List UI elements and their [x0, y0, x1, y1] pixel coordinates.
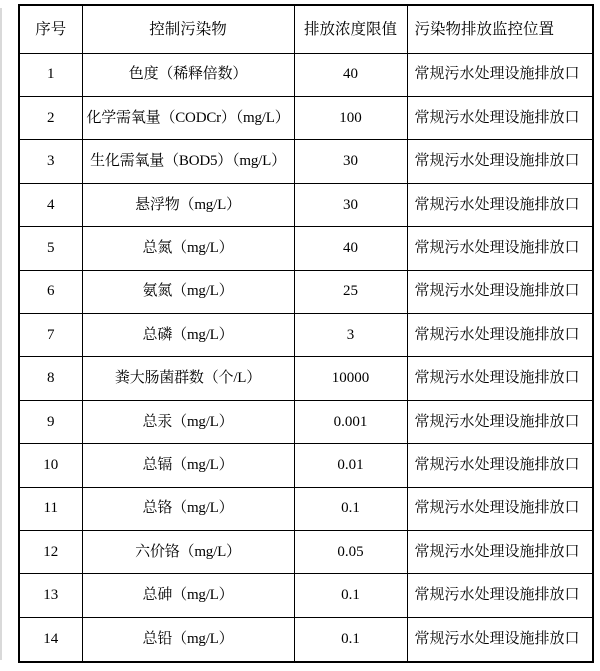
table-row: [19, 96, 593, 139]
cell-monitoring-location: 常规污水处理设施排放口: [407, 227, 593, 270]
cell-pollutant-name: 悬浮物（mg/L）: [82, 183, 294, 226]
cell-pollutant-name: 总铬（mg/L）: [82, 487, 294, 530]
column-header-serial: 序号: [19, 5, 82, 53]
cell-serial-number: 4: [19, 183, 82, 226]
table-row: [19, 400, 593, 443]
cell-serial-number: 5: [19, 227, 82, 270]
cell-pollutant-name: 氨氮（mg/L）: [82, 270, 294, 313]
cell-pollutant-name: 生化需氧量（BOD5）（mg/L）: [82, 140, 294, 183]
cell-monitoring-location: 常规污水处理设施排放口: [407, 444, 593, 487]
cell-serial-number: 9: [19, 400, 82, 443]
cell-monitoring-location: 常规污水处理设施排放口: [407, 400, 593, 443]
cell-limit-value: 30: [294, 183, 407, 226]
table-row: [19, 270, 593, 313]
table-row: [19, 53, 593, 96]
column-header-limit: 排放浓度限值: [294, 5, 407, 53]
cell-limit-value: 0.05: [294, 530, 407, 573]
cell-limit-value: 0.001: [294, 400, 407, 443]
cell-limit-value: 0.1: [294, 574, 407, 617]
pollutant-limits-table: [18, 4, 594, 663]
cell-monitoring-location: 常规污水处理设施排放口: [407, 487, 593, 530]
cell-monitoring-location: 常规污水处理设施排放口: [407, 313, 593, 356]
cell-limit-value: 0.1: [294, 617, 407, 662]
table-row: [19, 357, 593, 400]
table-row: [19, 227, 593, 270]
table-row: [19, 444, 593, 487]
header-row: [19, 5, 593, 53]
cell-serial-number: 6: [19, 270, 82, 313]
cell-pollutant-name: 粪大肠菌群数（个/L）: [82, 357, 294, 400]
cell-limit-value: 0.1: [294, 487, 407, 530]
table-row: [19, 574, 593, 617]
table-row: [19, 313, 593, 356]
cell-serial-number: 12: [19, 530, 82, 573]
cell-monitoring-location: 常规污水处理设施排放口: [407, 96, 593, 139]
cell-pollutant-name: 总氮（mg/L）: [82, 227, 294, 270]
cell-pollutant-name: 总汞（mg/L）: [82, 400, 294, 443]
cell-monitoring-location: 常规污水处理设施排放口: [407, 530, 593, 573]
cell-limit-value: 10000: [294, 357, 407, 400]
cell-monitoring-location: 常规污水处理设施排放口: [407, 270, 593, 313]
table-row: [19, 617, 593, 662]
table-header: [19, 5, 593, 53]
cell-limit-value: 30: [294, 140, 407, 183]
cell-pollutant-name: 总镉（mg/L）: [82, 444, 294, 487]
cell-serial-number: 10: [19, 444, 82, 487]
cell-serial-number: 8: [19, 357, 82, 400]
scan-artifact-left-edge: [0, 8, 2, 660]
cell-monitoring-location: 常规污水处理设施排放口: [407, 53, 593, 96]
column-header-location: 污染物排放监控位置: [407, 5, 593, 53]
table-row: [19, 530, 593, 573]
cell-serial-number: 3: [19, 140, 82, 183]
table-row: [19, 140, 593, 183]
cell-limit-value: 25: [294, 270, 407, 313]
cell-serial-number: 13: [19, 574, 82, 617]
cell-serial-number: 1: [19, 53, 82, 96]
cell-limit-value: 40: [294, 53, 407, 96]
table-body: [19, 53, 593, 662]
cell-pollutant-name: 总磷（mg/L）: [82, 313, 294, 356]
cell-serial-number: 14: [19, 617, 82, 662]
cell-pollutant-name: 总砷（mg/L）: [82, 574, 294, 617]
cell-limit-value: 0.01: [294, 444, 407, 487]
cell-pollutant-name: 化学需氧量（CODCr）（mg/L）: [82, 96, 294, 139]
cell-monitoring-location: 常规污水处理设施排放口: [407, 183, 593, 226]
cell-monitoring-location: 常规污水处理设施排放口: [407, 574, 593, 617]
column-header-pollutant: 控制污染物: [82, 5, 294, 53]
cell-pollutant-name: 总铅（mg/L）: [82, 617, 294, 662]
cell-pollutant-name: 六价铬（mg/L）: [82, 530, 294, 573]
cell-monitoring-location: 常规污水处理设施排放口: [407, 617, 593, 662]
table-row: [19, 487, 593, 530]
cell-monitoring-location: 常规污水处理设施排放口: [407, 140, 593, 183]
cell-limit-value: 40: [294, 227, 407, 270]
cell-limit-value: 3: [294, 313, 407, 356]
cell-pollutant-name: 色度（稀释倍数）: [82, 53, 294, 96]
cell-limit-value: 100: [294, 96, 407, 139]
cell-serial-number: 7: [19, 313, 82, 356]
table-row: [19, 183, 593, 226]
cell-monitoring-location: 常规污水处理设施排放口: [407, 357, 593, 400]
cell-serial-number: 2: [19, 96, 82, 139]
cell-serial-number: 11: [19, 487, 82, 530]
